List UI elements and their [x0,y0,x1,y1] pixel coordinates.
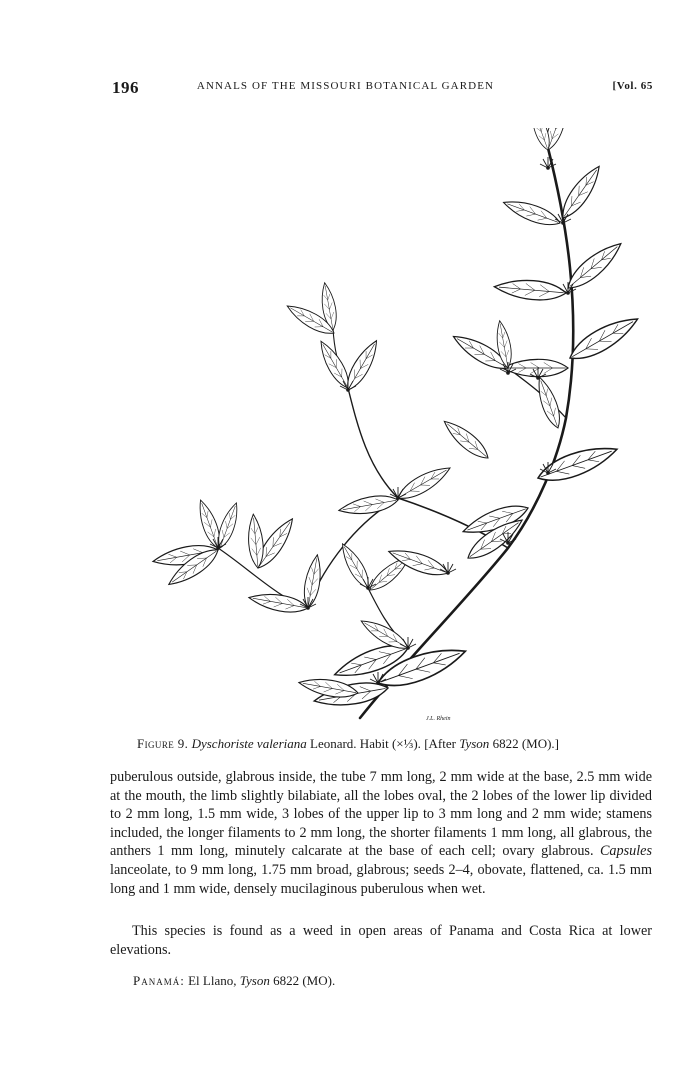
body-paragraph-1 [110,768,652,898]
figure-caption [137,736,657,752]
paragraph-italic-term: Capsules [599,843,652,860]
specimen-locality: El Llano, [188,973,237,988]
species-name: Dyschoriste valeriana [191,736,307,751]
specimen-collector: Tyson [239,973,270,988]
body-paragraph-2: This species is found as a weed in open areas of Panama and Costa Rica at lower elevations. [110,923,652,958]
illustrator-signature: J.L. Rhein [426,716,451,722]
plant-illustration [108,128,648,728]
specimen-country: Panamá: [133,973,185,988]
paragraph-text: lanceolate, to 9 mm long, 1.75 mm broad, glabrous; seeds 2–4, obovate, flattened, ca. 1.5 mm long and 1 mm wide, densely mucilaginous puberulous when wet. [110,861,652,897]
caption-collector: Tyson [459,736,490,751]
paragraph-text: puberulous outside, glabrous inside, the tube 7 mm long, 2 mm wide at the base, 2.5 mm wide at the mouth, the limb slightly bilabiate, all the lobes oval, the 2 lobes of the lower lip divided to 2 mm long, 1.5 mm wide, 3 lobes of the upper lip to 3 mm long and 2 mm wide; stamens included, the longer filaments to 2 mm long, the shorter filaments 1 mm long, all glabrous, the anthers 1 mm long, minutely calcarate at the base of each cell; ovary glabrous. [110,769,652,860]
figure-label: Figure 9. [137,736,189,751]
caption-after: [After [424,736,456,751]
caption-rest: 6822 (MO).] [492,736,559,751]
volume-label: [Vol. 65 [612,80,653,92]
plant-drawing [108,128,648,728]
running-head: ANNALS OF THE MISSOURI BOTANICAL GARDEN [196,80,495,92]
specimen-citation [133,973,335,989]
page-number: 196 [112,78,139,97]
specimen-number: 6822 (MO). [273,973,336,988]
caption-authority: Leonard. Habit (×⅓). [310,736,421,751]
leaves [151,128,642,711]
